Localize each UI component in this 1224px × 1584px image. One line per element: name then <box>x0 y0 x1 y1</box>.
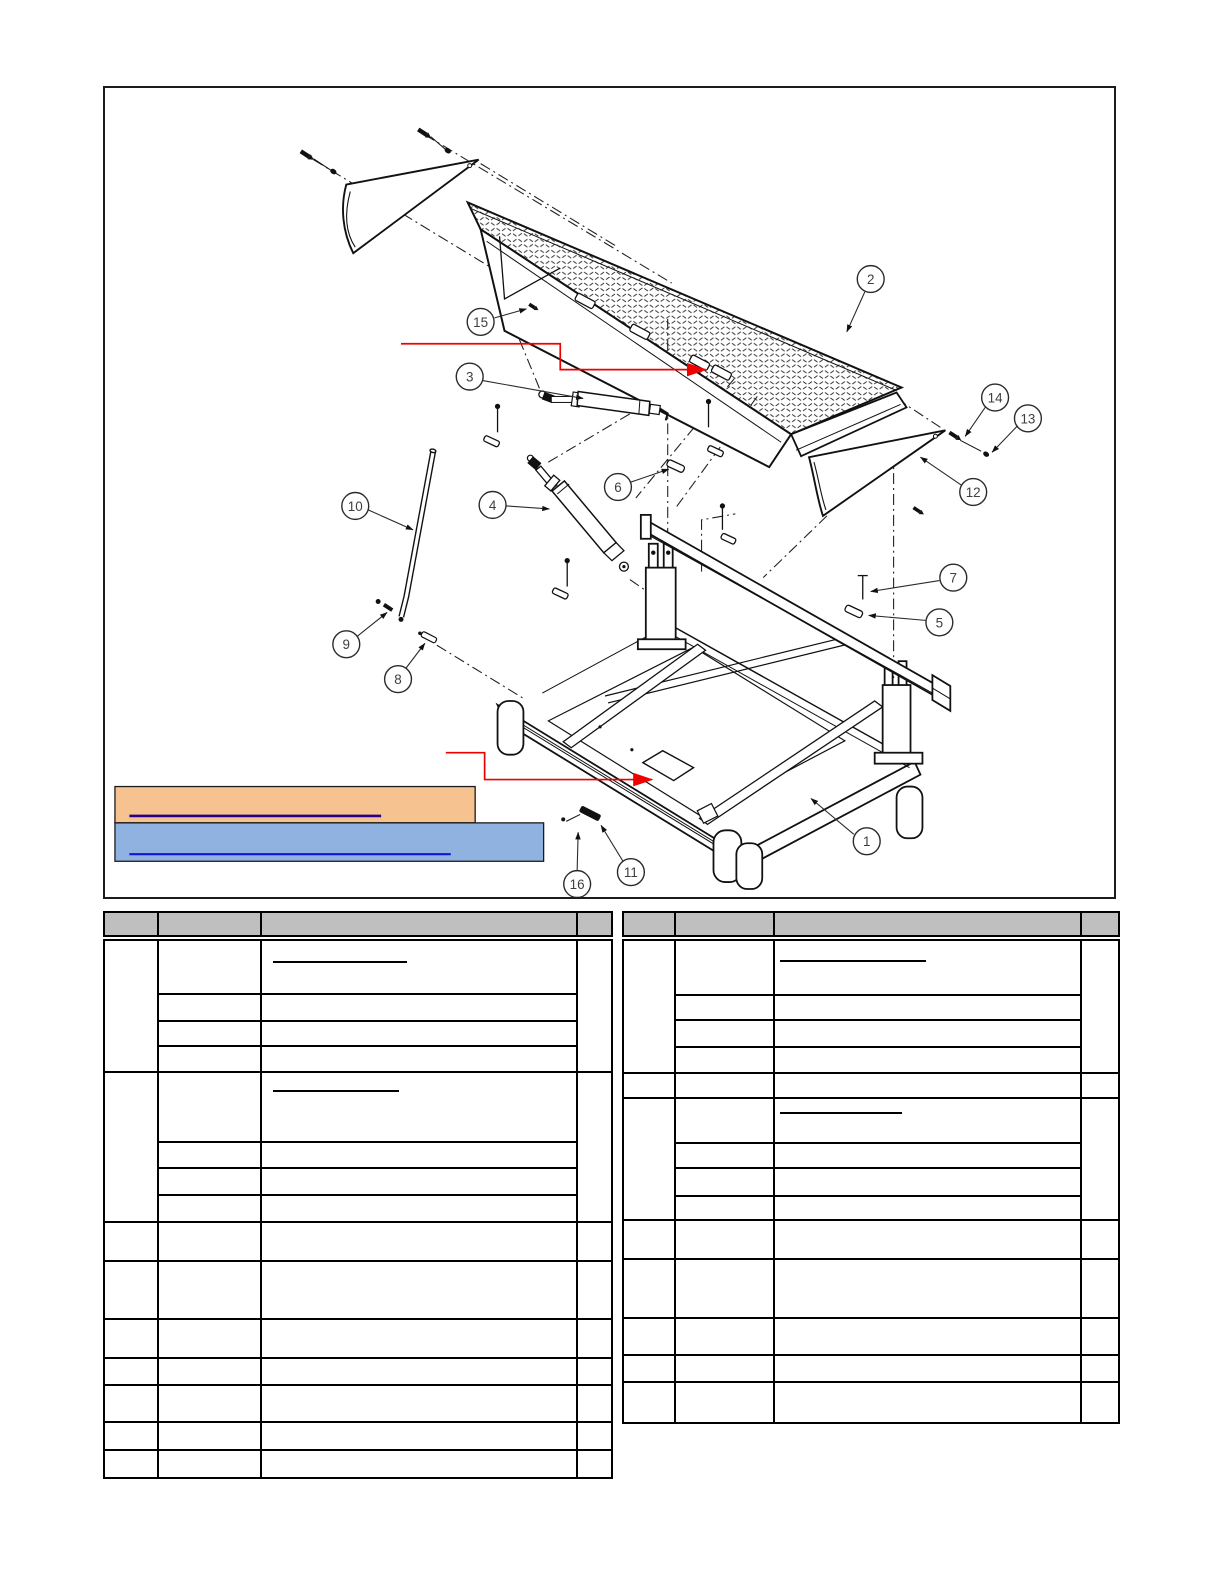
parts-table-left <box>103 911 613 1479</box>
latch-part <box>579 805 602 821</box>
table-cell <box>774 1259 1081 1318</box>
table-cell <box>577 1422 612 1450</box>
table-cell <box>774 938 1081 995</box>
table-cell <box>261 1168 577 1195</box>
parts-table-right <box>622 911 1120 1424</box>
table-cell <box>158 1046 261 1072</box>
table-cell <box>577 1072 612 1222</box>
table-cell <box>261 1195 577 1222</box>
table-cell <box>774 1196 1081 1220</box>
svg-text:8: 8 <box>394 672 402 688</box>
table-cell <box>1081 1073 1119 1098</box>
callout-15 <box>467 308 494 335</box>
table-cell <box>675 1355 774 1382</box>
table-cell <box>675 1073 774 1098</box>
table-cell <box>577 1261 612 1319</box>
table-row <box>623 1073 1119 1098</box>
table-row <box>623 1259 1119 1318</box>
table-cell <box>104 1261 158 1319</box>
table-cell <box>104 1222 158 1261</box>
table-row <box>104 1222 612 1261</box>
table-cell <box>623 1382 675 1423</box>
table-row <box>104 1072 612 1142</box>
table-cell <box>1081 938 1119 1073</box>
column-header <box>104 912 158 938</box>
table-row <box>104 1261 612 1319</box>
pull-rod <box>399 449 437 622</box>
table-cell <box>774 1382 1081 1423</box>
svg-text:13: 13 <box>1020 411 1036 427</box>
table-cell <box>675 1259 774 1318</box>
table-cell <box>1081 1259 1119 1318</box>
callout-7 <box>940 564 967 591</box>
table-cell <box>675 1098 774 1143</box>
callout-2 <box>857 266 884 293</box>
part-number-link[interactable] <box>273 1090 399 1092</box>
table-cell <box>261 1222 577 1261</box>
table-row <box>104 1450 612 1478</box>
table-cell <box>158 1450 261 1478</box>
table-cell <box>675 1318 774 1355</box>
svg-text:9: 9 <box>342 637 351 653</box>
callout-8 <box>385 666 412 693</box>
table-cell <box>774 995 1081 1020</box>
svg-text:16: 16 <box>569 877 585 893</box>
table-row <box>104 1195 612 1222</box>
column-header <box>1081 912 1119 938</box>
svg-text:14: 14 <box>987 390 1003 406</box>
callout-1 <box>853 828 880 855</box>
callout-4 <box>479 492 506 519</box>
table-row <box>623 1047 1119 1073</box>
table-cell <box>675 1143 774 1168</box>
svg-text:2: 2 <box>866 272 875 288</box>
column-header <box>774 912 1081 938</box>
table-cell <box>261 1142 577 1168</box>
table-row <box>104 938 612 994</box>
svg-text:10: 10 <box>347 498 363 514</box>
svg-text:1: 1 <box>862 834 871 850</box>
table-cell <box>261 1358 577 1385</box>
table-cell <box>623 1220 675 1259</box>
table-row <box>623 1143 1119 1168</box>
table-cell <box>261 938 577 994</box>
table-cell <box>774 1073 1081 1098</box>
table-cell <box>623 938 675 1073</box>
table-row <box>623 1098 1119 1143</box>
table-cell <box>623 1098 675 1220</box>
table-cell <box>104 1450 158 1478</box>
table-row <box>104 1385 612 1422</box>
callout-3 <box>456 363 483 390</box>
table-cell <box>675 1168 774 1196</box>
table-cell <box>1081 1382 1119 1423</box>
callout-5 <box>926 609 953 636</box>
table-cell <box>577 1319 612 1358</box>
table-cell <box>104 1422 158 1450</box>
drawing-border <box>103 86 1116 899</box>
bumper-block <box>498 701 524 755</box>
table-cell <box>623 1318 675 1355</box>
table-cell <box>158 1385 261 1422</box>
column-header <box>158 912 261 938</box>
base-frame <box>498 515 951 889</box>
table-cell <box>577 1385 612 1422</box>
table-row <box>623 938 1119 995</box>
table-cell <box>774 1220 1081 1259</box>
table-cell <box>774 1355 1081 1382</box>
table-cell <box>261 1450 577 1478</box>
column-header <box>261 912 577 938</box>
table-cell <box>774 1020 1081 1047</box>
svg-text:11: 11 <box>623 865 638 881</box>
table-cell <box>1081 1098 1119 1220</box>
table-cell <box>675 1196 774 1220</box>
table-row <box>104 1422 612 1450</box>
column-header <box>675 912 774 938</box>
blue-highlight-box <box>115 823 544 861</box>
part-number-link[interactable] <box>780 1112 902 1114</box>
table-cell <box>261 1261 577 1319</box>
column-header <box>577 912 612 938</box>
table-row <box>623 1318 1119 1355</box>
table-cell <box>158 1422 261 1450</box>
table-cell <box>104 938 158 1072</box>
table-cell <box>577 1450 612 1478</box>
table-row <box>104 1168 612 1195</box>
callout-6 <box>605 474 632 501</box>
callout-16 <box>564 871 591 897</box>
table-cell <box>774 1047 1081 1073</box>
table-row <box>623 1220 1119 1259</box>
table-cell <box>261 1319 577 1358</box>
table-row <box>623 995 1119 1020</box>
table-cell <box>1081 1318 1119 1355</box>
table-cell <box>577 938 612 1072</box>
table-cell <box>1081 1220 1119 1259</box>
table-cell <box>158 1195 261 1222</box>
callout-13 <box>1014 405 1041 432</box>
table-cell <box>675 1382 774 1423</box>
svg-text:4: 4 <box>488 497 497 513</box>
table-cell <box>623 1073 675 1098</box>
table-cell <box>261 1385 577 1422</box>
table-cell <box>261 1021 577 1046</box>
part-number-link[interactable] <box>780 960 926 962</box>
left-wedge-plate <box>343 160 479 254</box>
table-cell <box>774 1168 1081 1196</box>
table-row <box>104 1358 612 1385</box>
bumper-block <box>736 843 762 889</box>
exploded-view-drawing <box>105 88 1114 897</box>
svg-text:7: 7 <box>949 570 958 586</box>
table-cell <box>675 1020 774 1047</box>
table-row <box>104 1142 612 1168</box>
table-cell <box>1081 1355 1119 1382</box>
svg-text:12: 12 <box>965 484 981 500</box>
callout-14 <box>982 384 1009 411</box>
table-cell <box>675 938 774 995</box>
table-cell <box>261 1072 577 1142</box>
svg-text:5: 5 <box>935 615 944 631</box>
deck-assembly <box>465 202 907 467</box>
table-cell <box>774 1318 1081 1355</box>
header-row <box>104 912 612 938</box>
table-row <box>104 994 612 1021</box>
table-cell <box>675 995 774 1020</box>
column-header <box>623 912 675 938</box>
table-row <box>104 1046 612 1072</box>
table-cell <box>158 1142 261 1168</box>
table-cell <box>158 1222 261 1261</box>
table-cell <box>261 1046 577 1072</box>
table-cell <box>623 1259 675 1318</box>
orange-highlight-box <box>115 787 475 823</box>
table-cell <box>158 1358 261 1385</box>
table-row <box>623 1355 1119 1382</box>
table-cell <box>158 1072 261 1142</box>
table-cell <box>623 1355 675 1382</box>
table-cell <box>158 1168 261 1195</box>
table-cell <box>774 1143 1081 1168</box>
table-row <box>104 1021 612 1046</box>
table-row <box>104 1319 612 1358</box>
table-cell <box>675 1220 774 1259</box>
table-cell <box>104 1319 158 1358</box>
table-cell <box>104 1385 158 1422</box>
header-row <box>623 912 1119 938</box>
table-cell <box>158 1021 261 1046</box>
callout-11 <box>617 859 644 886</box>
table-cell <box>577 1358 612 1385</box>
table-cell <box>261 994 577 1021</box>
bumper-block <box>897 787 923 839</box>
highlight-boxes <box>115 787 544 862</box>
table-row <box>623 1196 1119 1220</box>
table-cell <box>158 1261 261 1319</box>
svg-text:15: 15 <box>473 314 489 330</box>
callout-9 <box>333 631 360 658</box>
callout-10 <box>342 493 369 520</box>
table-row <box>623 1382 1119 1423</box>
hydraulic-cylinder-main <box>527 455 628 571</box>
table-cell <box>104 1072 158 1222</box>
table-cell <box>675 1047 774 1073</box>
lift-column-rear <box>638 544 686 649</box>
table-cell <box>774 1098 1081 1143</box>
svg-text:6: 6 <box>614 480 622 496</box>
table-row <box>623 1020 1119 1047</box>
table-cell <box>158 938 261 994</box>
part-number-link[interactable] <box>273 961 407 963</box>
table-cell <box>104 1358 158 1385</box>
svg-text:3: 3 <box>465 369 474 385</box>
table-cell <box>158 994 261 1021</box>
table-cell <box>577 1222 612 1261</box>
table-cell <box>261 1422 577 1450</box>
callout-12 <box>960 479 987 506</box>
table-row <box>623 1168 1119 1196</box>
table-cell <box>158 1319 261 1358</box>
